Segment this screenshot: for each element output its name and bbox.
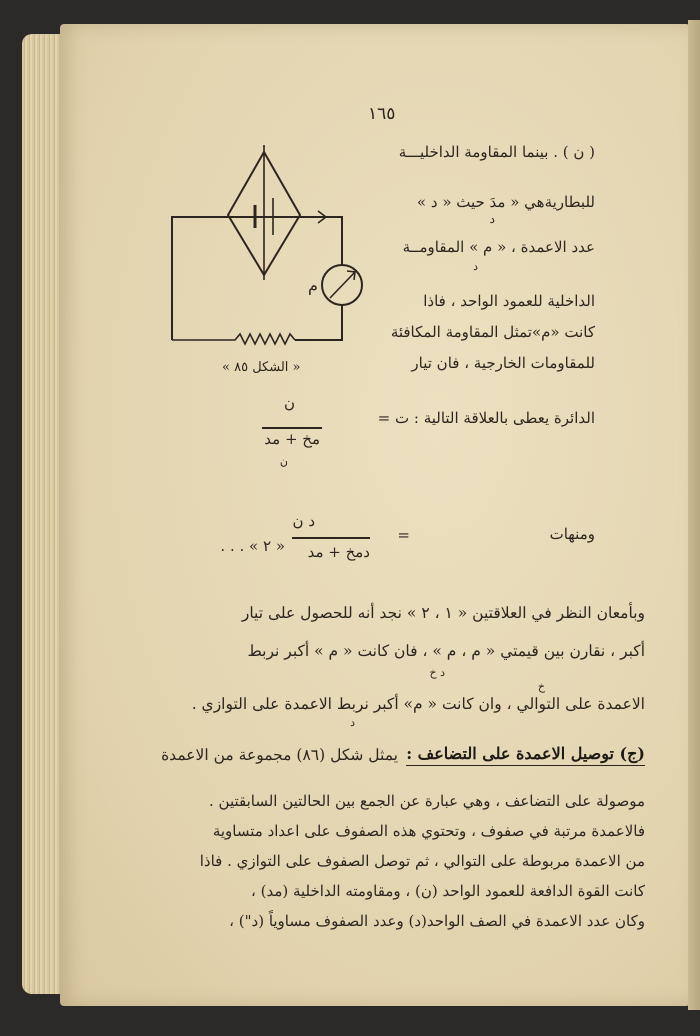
formula2-equals: =: [397, 526, 410, 544]
formula2-denominator: ﺩمخ + مد: [307, 543, 370, 561]
circuit-diagram: [160, 140, 390, 370]
fraction-small-den: ﺩ: [489, 212, 495, 226]
section-heading: (ج) توصيل الاعمدة على التضاعف :: [406, 744, 645, 766]
text-line: أكبر ، نقارن بين قيمتي « م ، م » ، فان كانت « م » أكبر نربط: [247, 642, 645, 660]
text-line: الدائرة يعطى بالعلاقة التالية : ت =: [377, 409, 595, 427]
text-line: وكان عدد الاعمدة في الصف الواحد(ﺩ) وعدد الصفوف مساوياً (ﺩ") ،: [229, 912, 645, 930]
subscript-mark: د خ: [429, 666, 445, 679]
formula2-bar: [292, 537, 370, 539]
text-line: الداخلية للعمود الواحد ، فاذا: [423, 292, 595, 310]
text-line: كانت «م»تمثل المقاومة المكافئة: [390, 323, 595, 341]
text-line: ( ن ) . بينما المقاومة الداخليـــة: [398, 143, 595, 161]
text-line: للمقاومات الخارجية ، فان تيار: [411, 354, 595, 372]
subscript-mark: خ: [537, 680, 545, 693]
text-line: موصولة على التضاعف ، وهي عبارة عن الجمع بين الحالتين السابقتين .: [208, 792, 645, 810]
text-line: كانت القوة الدافعة للعمود الواحد (ن) ، ومقاومته الداخلية (مد) ،: [250, 882, 645, 900]
meter-label: م: [308, 276, 318, 295]
formula1-sub: ن: [279, 455, 288, 468]
formula2-prefix: ومنهات: [549, 525, 595, 543]
formula1-denominator: مخ + مد: [264, 430, 320, 448]
book-page-right-edge: [688, 20, 700, 1010]
figure-caption: « الشكل ٨٥ »: [222, 360, 301, 375]
text-line: عدد الاعمدة ، « م » المقاومــة: [402, 238, 595, 256]
text-line: من الاعمدة مربوطة على التوالي ، ثم توصل الصفوف على التوازي . فاذا: [199, 852, 645, 870]
formula2-suffix: « ٢ » . . .: [220, 537, 285, 555]
heading-continuation: يمثل شكل (٨٦) مجموعة من الاعمدة: [161, 746, 398, 764]
formula2-numerator: ﺩ ن: [292, 512, 315, 530]
text-line: فالاعمدة مرتبة في صفوف ، وتحتوي هذه الصفوف على اعداد متساوية: [212, 822, 645, 840]
formula1-numerator: ن: [283, 394, 295, 412]
text-line: للبطاريةهي « مدَ حيث « ﺩ »: [416, 193, 595, 211]
text-line: الاعمدة على التوالي ، وان كانت « م» أكبر نربط الاعمدة على التوازي .: [191, 695, 645, 713]
formula1-bar: [262, 427, 322, 429]
text-line: وبأمعان النظر في العلاقتين « ١ ، ٢ » نجد أنه للحصول على تيار: [241, 604, 645, 622]
subscript-mark: د: [473, 260, 478, 273]
subscript-mark: د: [350, 716, 355, 729]
page-number: ١٦٥: [368, 104, 396, 124]
